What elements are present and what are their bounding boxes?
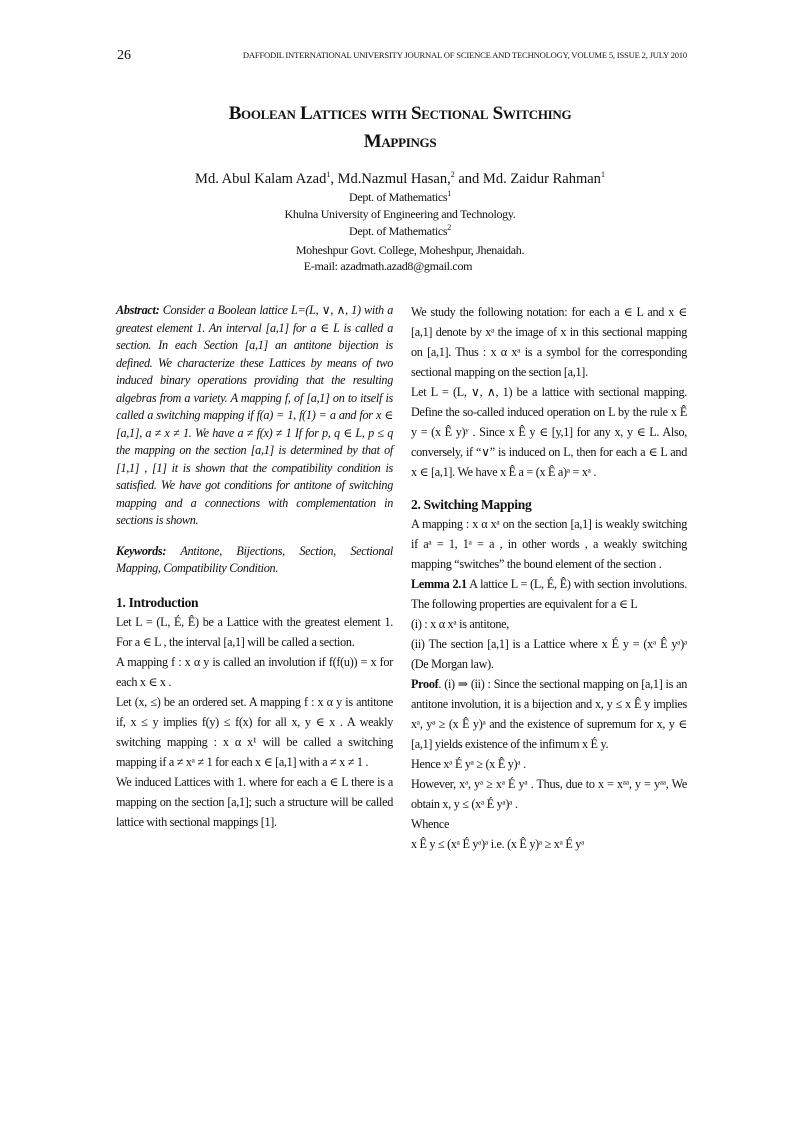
lemma-item-1: (i) : x α xᵃ is antitone, [411, 617, 510, 631]
proof-line-whence: Whence [411, 817, 450, 831]
affiliation-dept-2 [100, 224, 700, 239]
abstract-text: Consider a Boolean lattice L=(L, ∨, ∧, 1) with a greatest element 1. An interval [a,1] for a ∈ L is called a section. In each Section [a,1] an antitone bijection is defined. We characterize these Lattices by means of two induced binary operations providing that the resulting algebras from a variety. A mapping f, of [a,1] on to itself is called a switching mapping if f(a) = 1, f(1) = a and for x ∈ [a,1], a ≠ x ≠ 1. We have a ≠ f(x) ≠ 1 If for p, q ∈ L, p ≤ q the mapping on the section [a,1] is determined by that of [1,1] , [1] it is shown that the compatibility condition is satisfied. We have got conditions for antitone of switching mapping and a connections with complementation in sections is shown. [116, 303, 393, 527]
lemma-text: A lattice L = (L, É, Ê) with section involutions. The following properties are equivalent for a ∈ L [411, 577, 687, 611]
intro-paragraph-2: A mapping f : x α y is called an involution if f(f(u)) = x for each x ∈ x . [116, 654, 393, 689]
right-column [411, 302, 687, 854]
intro-paragraph-3: Let (x, ≤) be an ordered set. A mapping f : x α y is antitone if, x ≤ y implies f(y) ≤ f(x) for all x, y ∈ x . A weakly switching mapping : x α x¹ will be called a switching mapping if a ≠ xᵃ ≠ 1 for each x ∈ [a,1] with a ≠ x ≠ 1 . [116, 694, 393, 769]
author-1: Md. Abul Kalam Azad [195, 171, 327, 187]
author-2-sup: 2 [450, 170, 455, 180]
notation-paragraph: We study the following notation: for each a ∈ L and x ∈ [a,1] denote by xᵃ the image of x in this sectional mapping on [a,1]. Thus : x α xᵃ is a symbol for the corresponding sectional mapping on the section [a,1]. [411, 305, 687, 379]
affiliation-college: Moheshpur Govt. College, Moheshpur, Jhenaidah. [295, 243, 525, 257]
keywords-text: Antitone, Bijections, Section, Sectional Mapping, Compatibility Condition. [116, 543, 393, 575]
abstract [116, 302, 393, 530]
page-number: 26 [117, 48, 131, 63]
section-heading-switching-mapping: 2. Switching Mapping [411, 497, 532, 512]
induced-operation-paragraph: Let L = (L, ∨, ∧, 1) be a lattice with sectional mapping. Define the so-called induced operation on L by the rule x Ê y = (x Ê y)ʸ . Since x Ê y ∈ [y,1] for any x, y ∈ L. Also, conversely, if “∨” is induced on L, then for each a ∈ L and x ∈ [a,1]. We have x Ê a = (x Ê a)ᵃ = xᵃ . [411, 385, 687, 479]
lemma-item-2: (ii) The section [a,1] is a Lattice where x É y = (xᵃ Ê yᵃ)ᵃ (De Morgan law). [411, 637, 687, 671]
proof-paragraph [411, 674, 687, 754]
author-email: E-mail: azadmath.azad8@gmail.com [303, 259, 473, 273]
proof-text: . (i) ⇒ (ii) : Since the sectional mapping on [a,1] is an antitone involution, it is a bijection and x, y ≤ x Ê y implies xᵃ, yᵃ ≥ (x Ê y)ᵃ and the existence of supremum for x, y ∈ [a,1] yields existence of the infimum x É y. [411, 677, 687, 751]
intro-paragraph-4: We induced Lattices with 1. where for each a ∈ L there is a mapping on the section [a,1]; such a structure will be called lattice with sectional mappings [1]. [116, 774, 393, 829]
left-column [116, 302, 393, 832]
title-line-2: Mappings [363, 131, 437, 152]
proof-line-final: x Ê y ≤ (xᵃ É yᵃ)ᵃ i.e. (x Ê y)ᵃ ≥ xᵃ É yᵃ [411, 837, 585, 851]
journal-title: DAFFODIL INTERNATIONAL UNIVERSITY JOURNAL OF SCIENCE AND TECHNOLOGY, VOLUME 5, ISSUE 2, JULY 2010 [242, 50, 687, 60]
author-3-sup: 1 [600, 170, 605, 180]
weakly-switching-paragraph: A mapping : x α xᵃ on the section [a,1] is weakly switching if aᵃ = 1, 1ᵃ = a , in other words , a weakly switching mapping “switches” the bound element of the section . [411, 517, 687, 571]
running-header [117, 48, 687, 66]
dept-2-sup: 2 [447, 223, 451, 232]
lemma-2-1 [411, 574, 687, 614]
dept-1-text: Dept. of Mathematics [348, 190, 448, 204]
author-1-sup: 1 [326, 170, 331, 180]
proof-line-hence: Hence xᵃ É yᵃ ≥ (x Ê y)ᵃ . [411, 757, 526, 771]
proof-label: Proof [411, 677, 439, 691]
affiliation-dept-1 [100, 190, 700, 205]
dept-2-text: Dept. of Mathematics [348, 224, 448, 238]
section-heading-introduction: 1. Introduction [116, 594, 199, 610]
affiliation-university: Khulna University of Engineering and Technology. [284, 207, 516, 221]
keywords [116, 543, 393, 578]
intro-paragraph-1: Let L = (L, É, Ê) be a Lattice with the greatest element 1. For a ∈ L , the interval [a,1] will be called a section. [116, 614, 393, 649]
lemma-label: Lemma 2.1 [411, 577, 467, 591]
proof-line-however: However, xᵃ, yᵃ ≥ xᵃ É yᵃ . Thus, due to x = xᵃᵃ, y = yᵃᵃ, We obtain x, y ≤ (xᵃ É yᵃ)ᵃ . [411, 777, 687, 811]
abstract-label: Abstract: [116, 303, 160, 317]
paper-title [100, 100, 700, 156]
author-3: and Md. Zaidur Rahman [454, 171, 601, 187]
author-2: , Md.Nazmul Hasan, [330, 171, 451, 187]
dept-1-sup: 1 [447, 189, 451, 198]
keywords-label: Keywords: [116, 543, 167, 558]
author-list [100, 171, 700, 188]
title-line-1: Boolean Lattices with Sectional Switching [228, 103, 572, 124]
